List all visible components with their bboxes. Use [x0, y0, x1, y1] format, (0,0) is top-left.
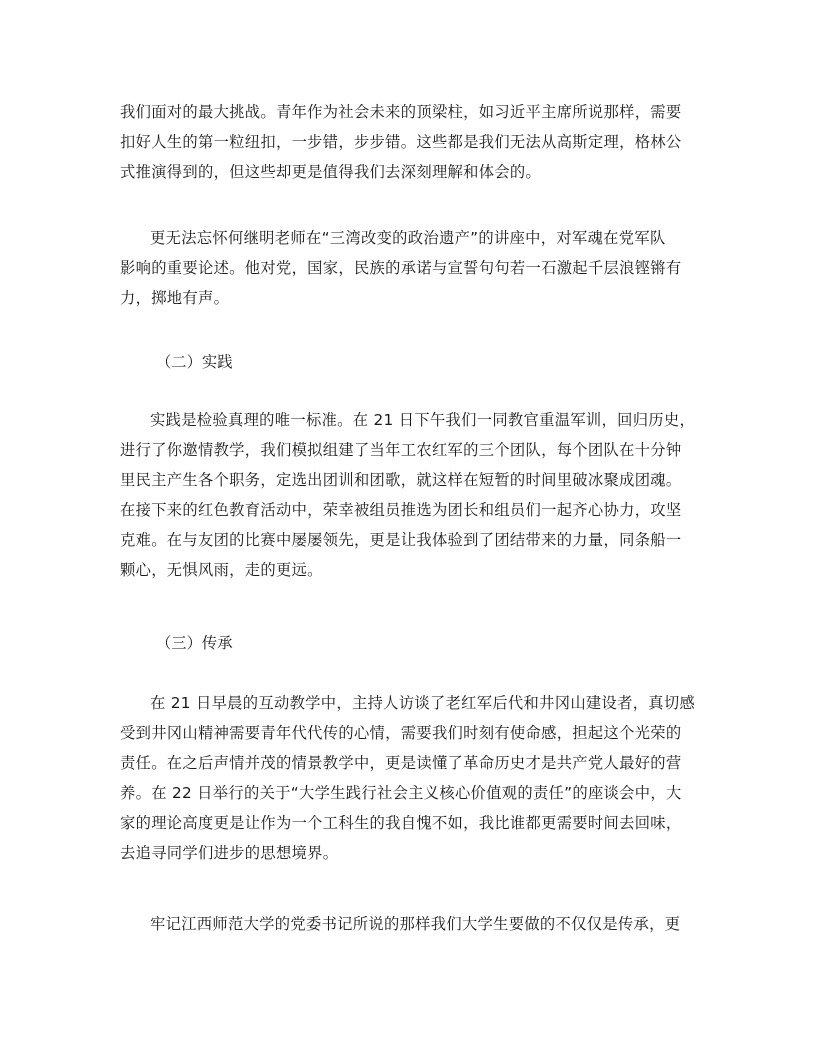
- text-line: 颗心，无惧风雨，走的更远。: [120, 561, 323, 579]
- text-line: 责任。在之后声情并茂的情景教学中，更是读懂了革命历史才是共产党人最好的营: [120, 754, 682, 772]
- text-line: 家的理论高度更是让作为一个工科生的我自愧不如，我比谁都更需要时间去回味，: [120, 814, 682, 832]
- text-line: 里民主产生各个职务，定选出团训和团歌，就这样在短暂的时间里破冰聚成团魂。: [120, 471, 682, 489]
- text-line: 影响的重要论述。他对党，国家，民族的承诺与宣誓句句若一石激起千层浪铿锵有: [120, 259, 682, 277]
- paragraph-challenge: [120, 97, 700, 187]
- text-line: 实践是检验真理的唯一标准。在 21 日下午我们一同教官重温军训，回归历史，: [150, 411, 696, 429]
- paragraph-inheritance: [120, 688, 700, 868]
- paragraph-lecture: [120, 223, 700, 313]
- text-line: 更无法忘怀何继明老师在“三湾改变的政治遗产”的讲座中，对军魂在党军队: [150, 229, 666, 247]
- section-heading-practice: （二）实践: [156, 353, 233, 371]
- text-line: 扣好人生的第一粒纽扣，一步错，步步错。这些都是我们无法从高斯定理，格林公: [120, 133, 682, 151]
- text-line: 养。在 22 日举行的关于“大学生践行社会主义核心价值观的责任”的座谈会中，大: [120, 784, 682, 802]
- text-line: 我们面对的最大挑战。青年作为社会未来的顶梁柱，如习近平主席所说那样，需要: [120, 103, 682, 121]
- text-line: 在接下来的红色教育活动中，荣幸被组员推选为团长和组员们一起齐心协力，攻坚: [120, 501, 682, 519]
- text-line: 克难。在与友团的比赛中屡屡领先，更是让我体验到了团结带来的力量，同条船一: [120, 531, 682, 549]
- text-line: 在 21 日早晨的互动教学中，主持人访谈了老红军后代和井冈山建设者，真切感: [150, 694, 696, 712]
- text-line: 式推演得到的，但这些却更是值得我们去深刻理解和体会的。: [120, 163, 542, 181]
- text-line: 去追寻同学们进步的思想境界。: [120, 844, 339, 862]
- text-line: 进行了你邀情教学，我们模拟组建了当年工农红军的三个团队，每个团队在十分钟: [120, 441, 682, 459]
- paragraph-practice: [120, 405, 700, 585]
- paragraph-remember: [120, 909, 700, 939]
- text-line: 受到井冈山精神需要青年代代传的心情，需要我们时刻有使命感，担起这个光荣的: [120, 724, 682, 742]
- text-line: 牢记江西师范大学的党委书记所说的那样我们大学生要做的不仅仅是传承，更: [150, 915, 681, 933]
- text-line: 力，掷地有声。: [120, 289, 230, 307]
- section-heading-inheritance: （三）传承: [156, 634, 233, 652]
